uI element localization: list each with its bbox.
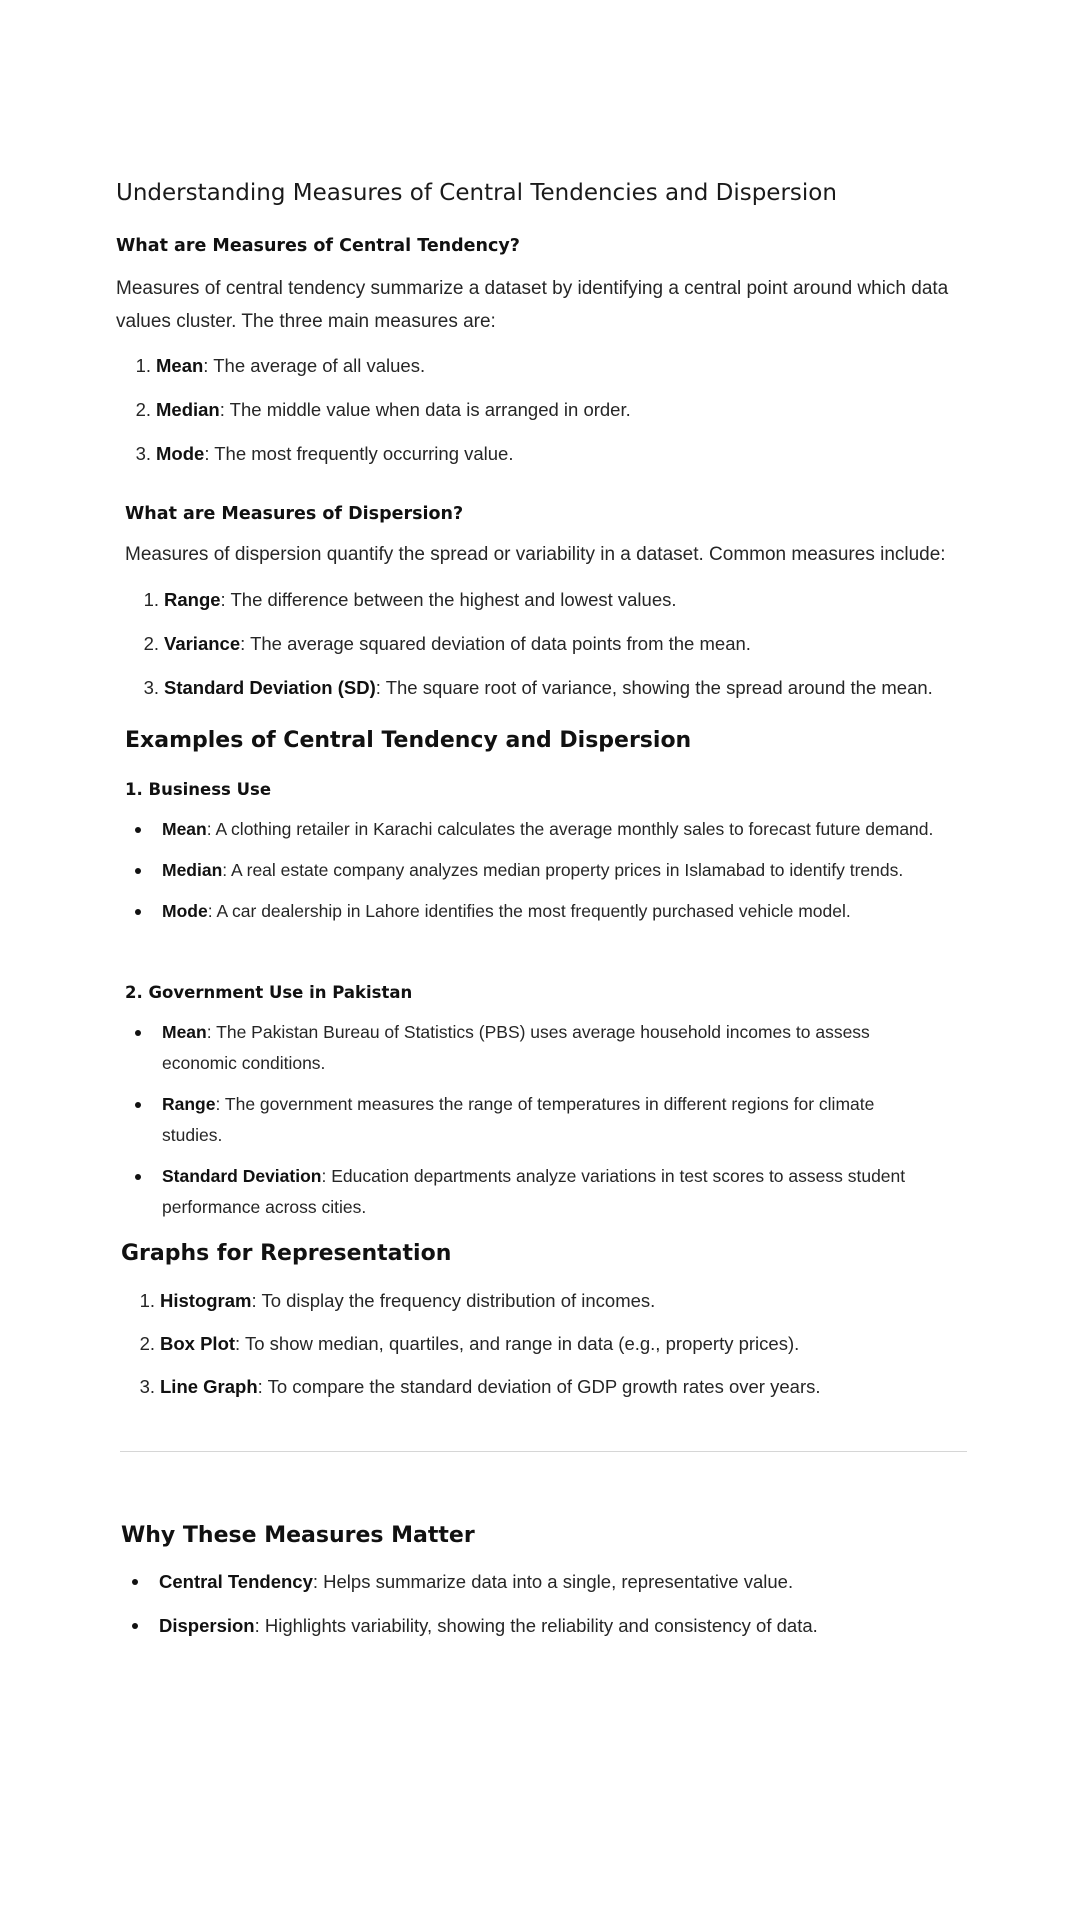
document-title: Understanding Measures of Central Tendencies and Dispersion — [116, 180, 837, 206]
list-item: 1. Histogram: To display the frequency distribution of incomes. — [139, 1290, 656, 1311]
graphs-list — [139, 1285, 821, 1414]
dispersion-heading: What are Measures of Dispersion? — [125, 504, 464, 524]
list-item: Dispersion: Highlights variability, showing the reliability and consistency of data. — [159, 1610, 959, 1654]
list-item: Mode: A car dealership in Lahore identifies the most frequently purchased vehicle model. — [162, 896, 942, 927]
list-item: 1. Range: The difference between the highest and lowest values. — [143, 589, 677, 610]
list-item: 3. Line Graph: To compare the standard deviation of GDP growth rates over years. — [139, 1376, 821, 1397]
business-use-heading: 1. Business Use — [125, 780, 272, 799]
list-item: Median: A real estate company analyzes median property prices in Islamabad to identify trends. — [162, 855, 942, 886]
government-use-heading: 2. Government Use in Pakistan — [125, 983, 413, 1002]
list-item: Central Tendency: Helps summarize data into a single, representative value. — [159, 1566, 959, 1610]
list-item: Mean: The Pakistan Bureau of Statistics (PBS) uses average household incomes to assess economic conditions. — [162, 1017, 922, 1079]
list-item: Mean: A clothing retailer in Karachi calculates the average monthly sales to forecast future demand. — [162, 814, 942, 845]
graphs-heading: Graphs for Representation — [121, 1241, 452, 1266]
list-item: Range: The government measures the range of temperatures in different regions for climate studies. — [162, 1089, 922, 1151]
why-list — [159, 1566, 959, 1654]
list-item: 2. Box Plot: To show median, quartiles, and range in data (e.g., property prices). — [139, 1333, 800, 1354]
business-use-list — [162, 814, 942, 927]
list-item: Standard Deviation: Education departments analyze variations in test scores to assess student performance across cities. — [162, 1161, 922, 1223]
list-item: 2. Median: The middle value when data is arranged in order. — [135, 399, 631, 420]
list-item: 3. Standard Deviation (SD): The square root of variance, showing the spread around the mean. — [143, 677, 933, 698]
section-divider — [120, 1451, 967, 1452]
list-item: 3. Mode: The most frequently occurring value. — [135, 443, 514, 464]
government-use-list — [162, 1017, 922, 1223]
why-heading: Why These Measures Matter — [121, 1523, 475, 1548]
list-item: 1. Mean: The average of all values. — [135, 355, 426, 376]
list-item: 2. Variance: The average squared deviation of data points from the mean. — [143, 633, 751, 654]
central-tendency-intro: Measures of central tendency summarize a dataset by identifying a central point around which data values cluster. The three main measures are: — [116, 278, 949, 332]
central-tendency-list — [135, 350, 631, 482]
examples-heading: Examples of Central Tendency and Dispersion — [125, 728, 692, 753]
dispersion-list — [143, 584, 933, 716]
dispersion-intro: Measures of dispersion quantify the spread or variability in a dataset. Common measures include: — [125, 544, 946, 565]
central-tendency-heading: What are Measures of Central Tendency? — [116, 236, 520, 256]
